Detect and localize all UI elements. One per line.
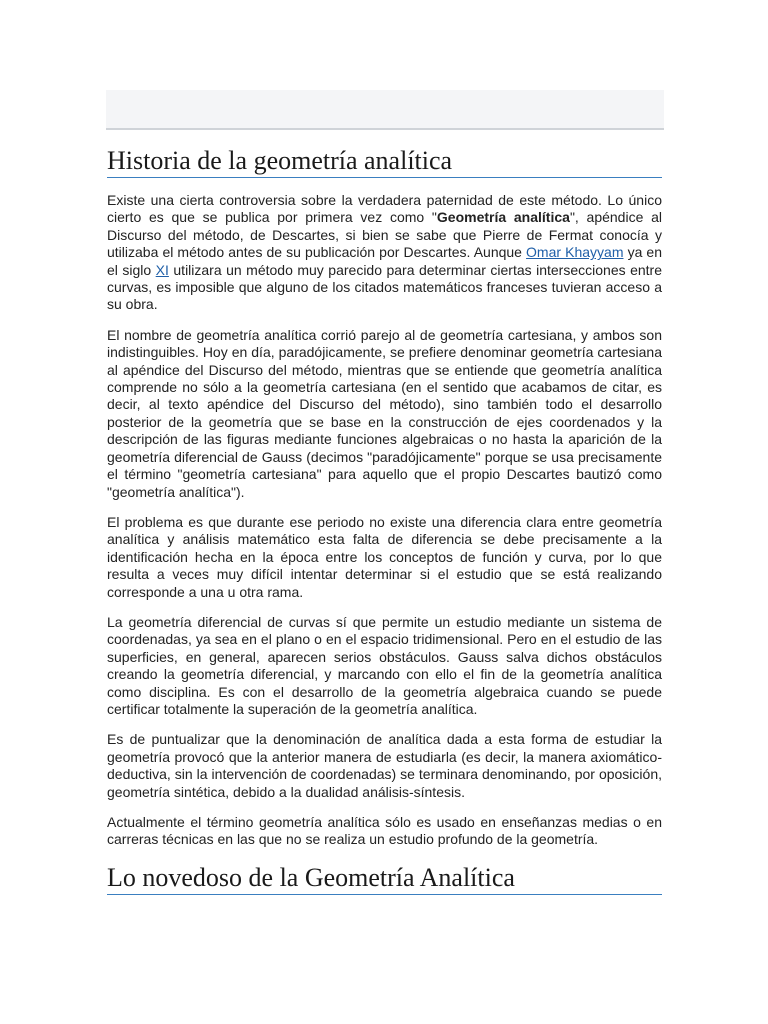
paragraph-4: La geometría diferencial de curvas sí que permite un estudio mediante un sistema de coordenadas, ya sea en el plano o en el espacio tridimensional. Pero en el estudio de las superficies, en general, aparecen serios obstáculos. Gauss salva dichos obstáculos creando la geometría diferencial, y marcando con ello el fin de la geometría analítica como disciplina. Es con el desarrollo de la geometría algebraica cuando se puede certificar totalmente la superación de la geometría analítica. [107, 613, 662, 717]
paragraph-1 [107, 192, 662, 314]
link-omar-khayyam[interactable]: Omar Khayyam [526, 244, 624, 261]
top-divider [106, 128, 664, 130]
article-body [107, 146, 662, 895]
paragraph-1-text-a: Existe una cierta controversia sobre la verdadera paternidad de este método. Lo único cierto es que se publica por primera vez como " [107, 192, 662, 226]
link-siglo-xi[interactable]: XI [155, 261, 169, 278]
top-banner [106, 90, 664, 128]
paragraph-1-text-b: ", apéndice al Discurso del método, de Descartes, si bien se sabe que Pierre de Fermat conocía y utilizaba el método antes de su publicación por Descartes. Aunque [107, 209, 663, 261]
paragraph-1-text-c: ya en el siglo [107, 244, 662, 278]
paragraph-5: Es de puntualizar que la denominación de analítica dada a esta forma de estudiar la geometría provocó que la anterior manera de estudiarla (es decir, la manera axiomático-deductiva, sin la intervención de coordenadas) se terminara denominando, por oposición, geometría sintética, debido a la dualidad análisis-síntesis. [107, 731, 662, 800]
paragraph-3: El problema es que durante ese periodo no existe una diferencia clara entre geometría analítica y análisis matemático esta falta de diferencia se debe precisamente a la identificación hecha en la época entre los conceptos de función y curva, por lo que resulta a veces muy difícil intentar determinar si el estudio que se está realizando corresponde a una u otra rama. [107, 513, 662, 600]
paragraph-1-text-d: utilizara un método muy parecido para determinar ciertas intersecciones entre curvas, es imposible que alguno de los citados matemáticos franceses tuvieran acceso a su obra. [107, 261, 662, 313]
section-heading-novelty: Lo novedoso de la Geometría Analítica [107, 863, 662, 895]
paragraph-6: Actualmente el término geometría analítica sólo es usado en enseñanzas medias o en carreras técnicas en las que no se realiza un estudio profundo de la geometría. [107, 814, 662, 848]
bold-term: Geometría analítica [436, 209, 570, 226]
section-heading-history: Historia de la geometría analítica [107, 146, 662, 178]
paragraph-2: El nombre de geometría analítica corrió parejo al de geometría cartesiana, y ambos son indistinguibles. Hoy en día, paradójicamente, se prefiere denominar geometría cartesiana al apéndice del Discurso del método, mientras que se entiende que geometría analítica comprende no sólo a la geometría cartesiana (en el sentido que acabamos de citar, es decir, al texto apéndice del Discurso del método), sino también todo el desarrollo posterior de la geometría que se base en la construcción de ejes coordenados y la descripción de las figuras mediante funciones algebraicas o no hasta la aparición de la geometría diferencial de Gauss (decimos "paradójicamente" porque se usa precisamente el término "geometría cartesiana" para aquello que el propio Descartes bautizó como "geometría analítica"). [107, 326, 662, 500]
